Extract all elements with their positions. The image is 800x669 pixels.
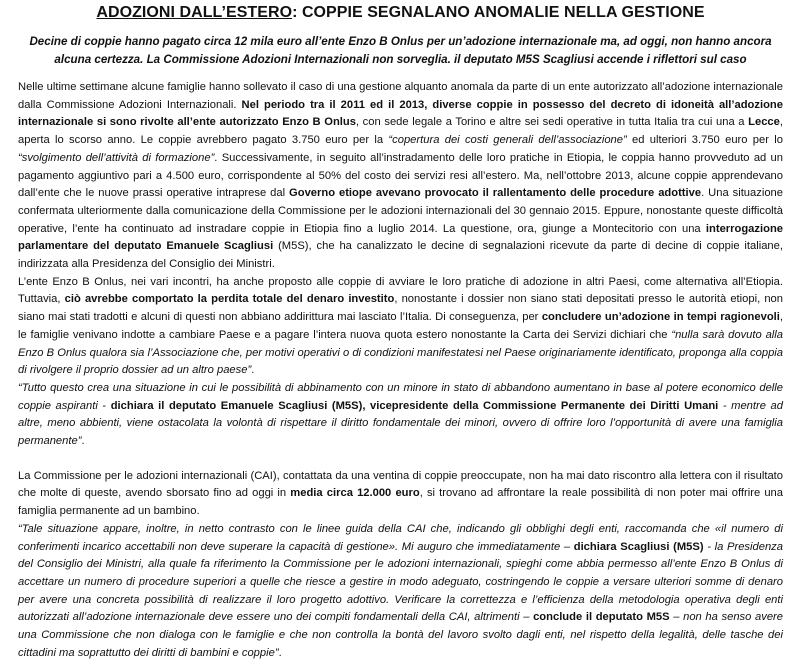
- text-run: , si trovano ad affrontare la reale possibilità di non poter mai offrire una famiglia permanente ad un bambino.: [18, 487, 783, 518]
- italic-text: - mentre ad altre, meno abbienti, viene ostacolata la volontà di rispettare il diritto fondamentale dei minori, ovvero di offrire loro l’opportunità di avere una famiglia permanente”: [18, 399, 783, 448]
- bold-text: Lecce: [748, 116, 780, 129]
- italic-text: – non ha senso avere una Commissione che non dialoga con le famiglie e che non controlla la bontà del lavoro svolto dagli enti, nel rispetto della legalità, delle tasche dei cittadini ma soprattutto dei diritti di bambini e coppie”: [18, 611, 783, 659]
- bold-text: conclude il deputato M5S: [533, 611, 670, 624]
- bold-text: dichiara il deputato Emanuele Scagliusi (M5S), vicepresidente della Commissione Permanente dei Diritti Umani: [110, 399, 719, 412]
- text-run: , le famiglie venivano indotte a cambiare Paese e a pagare l’intera nuova quota estero nonostante la Carta dei Servizi dichiari che: [18, 311, 783, 341]
- bold-text: Nel periodo tra il 2011 ed il 2013, diverse coppie in possesso del decreto di idoneità all’adozione internazionale si sono rivolte all’ente autorizzato Enzo B Onlus: [18, 98, 783, 129]
- text-run: (M5S), che ha canalizzato le decine di segnalazioni ricevute da parte di decine di coppie italiane, indirizzata alla Presidenza del Consiglio dei Ministri.: [18, 240, 783, 271]
- quote-paragraph: [18, 380, 783, 451]
- text-run: La Commissione per le adozioni internazionali (CAI), contattata da una ventina di coppie preoccupate, non ha mai dato riscontro alla lettera con il risultato che molte di queste, avendo sborsato fino ad oggi in: [18, 469, 783, 500]
- bold-text: dichiara Scagliusi (M5S): [573, 540, 704, 553]
- paragraph: [18, 274, 783, 380]
- italic-text: “Tale situazione appare, inoltre, in netto contrasto con le linee guida della CAI che, indicando gli obblighi degli enti, raccomanda che «il numero di conferimenti incarico accettabili non deve superare la capacità di gestione». Mi auguro che immediatamente –: [18, 522, 783, 553]
- title-topic: ADOZIONI DALL’ESTERO: [96, 4, 293, 21]
- text-run: .: [251, 364, 255, 377]
- text-run: L’ente Enzo B Onlus, nei vari incontri, ha anche proposto alle coppie di avviare le loro pratiche di adozione in altri Paesi, come alternativa all’Etiopia. Tuttavia,: [18, 275, 783, 306]
- text-run: .: [81, 435, 85, 448]
- paragraph: [18, 79, 783, 274]
- bold-text: media circa 12.000 euro: [290, 487, 420, 500]
- quote-paragraph: [18, 521, 783, 663]
- italic-text: “copertura dei costi generali dell’associazione”: [388, 134, 627, 147]
- italic-text: - la Presidenza del Consiglio dei Ministri, alla quale fa riferimento la Commissione per le adozioni internazionali, spieghi come abbia permesso all’ente Enzo B Onlus di accettare un numero di procedure superiori a quelle che riesce a gestire in modo adeguato, costringendo le coppie a versare ulteriori somme di denaro per avere una concreta possibilità di realizzare il loro progetto adottivo. Verificare la correttezza e l’efficienza della metodologia operativa degli enti autorizzati all’adozione internazionale deve essere uno dei compiti fondamentali della CAI, altrimenti –: [18, 540, 783, 624]
- article-subtitle: Decine di coppie hanno pagato circa 12 mila euro all’ente Enzo B Onlus per un’adozione internazionale ma, ad oggi, non hanno ancora alcuna certezza. La Commissione Adozioni Internazionali non sorveglia. il deputato M5S Scagliusi accende i riflettori sul caso: [29, 35, 772, 66]
- title-headline: : COPPIE SEGNALANO ANOMALIE NELLA GESTIONE: [292, 4, 705, 21]
- italic-text: “svolgimento dell’attività di formazione”: [18, 151, 215, 164]
- article-title: [18, 2, 783, 23]
- article-body: [18, 79, 783, 663]
- text-run: , aperta lo scorso anno. Le coppie avrebbero pagato 3.750 euro per la: [18, 116, 783, 147]
- text-run: ed ulteriori 3.750 euro per lo: [626, 134, 783, 147]
- text-run: , nonostante i dossier non siano stati depositati presso le autorità etiopi, non siano mai stati tradotti e alcuni di questi non abbiano addirittura mai lasciato l’Italia. Di conseguenza, per: [18, 293, 784, 324]
- italic-text: “nulla sarà dovuto alla Enzo B Onlus qualora sia l’Associazione che, per motivi operativi o di condizioni manifestatesi nel Paese originariamente identificato, proponga alla coppia di rivolgere il proprio dossier ad un altro paese”: [18, 328, 783, 377]
- text-run: . Successivamente, in seguito all’instradamento delle loro pratiche in Etiopia, le coppia hanno provveduto ad un pagamento aggiuntivo pari a 4.500 euro, corrispondente al 50% del costo dei servizi resi all’estero. Ma, nell’ottobre 2013, alcune coppie apprendevano dall’ente che le nuove prassi operative intraprese dal: [18, 151, 783, 200]
- text-run: -: [97, 399, 111, 412]
- text-run: , con sede legale a Torino e altre sei sedi operative in tutta Italia tra cui una a: [355, 116, 749, 129]
- italic-text: “Tutto questo crea una situazione in cui le possibilità di abbinamento con un minore in stato di abbandono aumentano in base al potere economico delle coppie aspiranti: [18, 381, 783, 412]
- bold-text: interrogazione parlamentare del deputato Emanuele Scagliusi: [18, 222, 783, 253]
- text-run: .: [278, 646, 282, 659]
- bold-text: ciò avrebbe comportato la perdita totale del denaro investito: [64, 293, 395, 306]
- paragraph: [18, 468, 783, 521]
- text-run: Nelle ultime settimane alcune famiglie hanno sollevato il caso di una gestione alquanto anomala da parte di un ente autorizzato all’adozione internazionale dalla Commissione Adozioni Internazionali.: [18, 81, 783, 111]
- bold-text: concludere un’adozione in tempi ragionevoli: [541, 311, 780, 324]
- text-run: . Una situazione confermata ulteriormente dalla comunicazione della Commissione per le adozioni internazionali del 30 gennaio 2015. Eppure, nonostante queste difficoltà operative, l’ente ha continuato ad instradare coppie in Etiopia fino a luglio 2014. La questione, ora, giunge a Montecitorio con una: [18, 187, 783, 235]
- bold-text: Governo etiope avevano provocato il rallentamento delle procedure adottive: [289, 187, 702, 200]
